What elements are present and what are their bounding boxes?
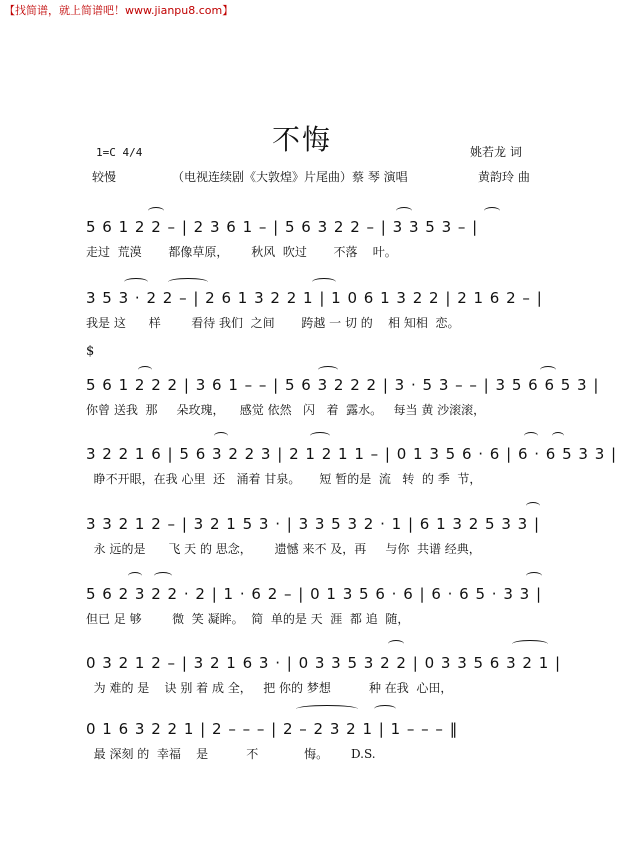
lyrics: 走过 荒漠 都像草原， 秋风 吹过 不落 叶。 (86, 245, 397, 259)
notation: 3 3 2 1 2 – | 3 2 1 5 3 · | 3 3 5 3 2 · 1 | 6 1 3 2 5 3 3 | (86, 515, 541, 533)
notation: 3 5 3 · 2 2 – | 2 6 1 3 2 2 1 | 1 0 6 1 3 2 2 | 2 1 6 2 – | (86, 289, 543, 307)
lyricist-credit: 姚若龙 词 (470, 145, 522, 159)
slur-mark (138, 366, 152, 374)
slur-mark (512, 640, 548, 648)
lyrics: 睁不开眼，在我 心里 还 涌着 甘泉。 短 暂的是 流 转 的 季 节， (86, 472, 482, 486)
slur-mark (484, 207, 500, 215)
lyrics: 永 远的是 飞 天 的 思念， 遗憾 来不 及，再 与你 共谱 经典， (86, 542, 481, 556)
slur-mark (374, 705, 396, 713)
slur-mark (524, 432, 538, 440)
slur-mark (214, 432, 228, 440)
slur-mark (296, 705, 358, 713)
site-banner: 【找简谱，就上简谱吧！www.jianpu8.com】 (4, 4, 234, 17)
notation: 3 2 2 1 6 | 5 6 3 2 2 3 | 2 1 2 1 1 – | 0 1 3 5 6 · 6 | 6 · 6 5 3 3 | (86, 445, 618, 463)
slur-mark (124, 278, 148, 286)
score-line-1 (86, 216, 566, 260)
slur-mark (540, 366, 556, 374)
score-line-8 (86, 718, 566, 762)
slur-mark (148, 207, 164, 215)
song-title: 不悔 (272, 123, 333, 156)
slur-mark (526, 572, 542, 580)
score-line-3 (86, 374, 600, 418)
composer-credit: 黄韵玲 曲 (478, 170, 530, 184)
slur-mark (388, 640, 404, 648)
slur-mark (318, 366, 338, 374)
score-line-7 (86, 652, 566, 696)
score-line-5 (86, 513, 566, 557)
song-subtitle: （电视连续剧《大敦煌》片尾曲）蔡 琴 演唱 (172, 170, 408, 184)
notation: 5 6 1 2 2 2 | 3 6 1 – – | 5 6 3 2 2 2 | 3 · 5 3 – – | 3 5 6 6 5 3 | (86, 376, 600, 394)
slur-mark (168, 278, 208, 286)
notation: 0 1 6 3 2 2 1 | 2 – – – | 2 – 2 3 2 1 | 1 – – – ‖ (86, 720, 459, 738)
lyrics: 我是 这 样 看待 我们 之间 跨越 一 切 的 相 知相 恋。 (86, 316, 460, 330)
slur-mark (310, 432, 330, 440)
notation: 5 6 2 3 2 2 · 2 | 1 · 6 2 – | 0 1 3 5 6 · 6 | 6 · 6 5 · 3 3 | (86, 585, 543, 603)
slur-mark (154, 572, 172, 580)
slur-mark (526, 502, 540, 510)
lyrics: 你曾 送我 那 朵玫瑰， 感觉 依然 闪 着 露水。 每当 黄 沙滚滚， (86, 403, 486, 417)
notation: 0 3 2 1 2 – | 3 2 1 6 3 · | 0 3 3 5 3 2 2 | 0 3 3 5 6 3 2 1 | (86, 654, 562, 672)
slur-mark (312, 278, 336, 286)
score-line-4 (86, 443, 618, 487)
score-line-6 (86, 583, 566, 627)
notation: 5 6 1 2 2 – | 2 3 6 1 – | 5 6 3 2 2 – | 3 3 5 3 – | (86, 218, 479, 236)
slur-mark (396, 207, 412, 215)
score-line-2 (86, 287, 566, 331)
lyrics: 为 难的 是 诀 别 着 成 全， 把 你的 梦想 种 在我 心田， (86, 681, 453, 695)
lyrics: 最 深刻 的 幸福 是 不 悔。 D.S. (86, 747, 376, 761)
slur-mark (128, 572, 142, 580)
lyrics: 但已 足 够 微 笑 凝眸。 简 单的是 天 涯 都 追 随， (86, 612, 410, 626)
key-signature: 1=C 4/4 (96, 146, 143, 159)
tempo-marking: 较慢 (92, 170, 117, 184)
slur-mark (552, 432, 564, 440)
segno-sign: $ (86, 344, 95, 359)
